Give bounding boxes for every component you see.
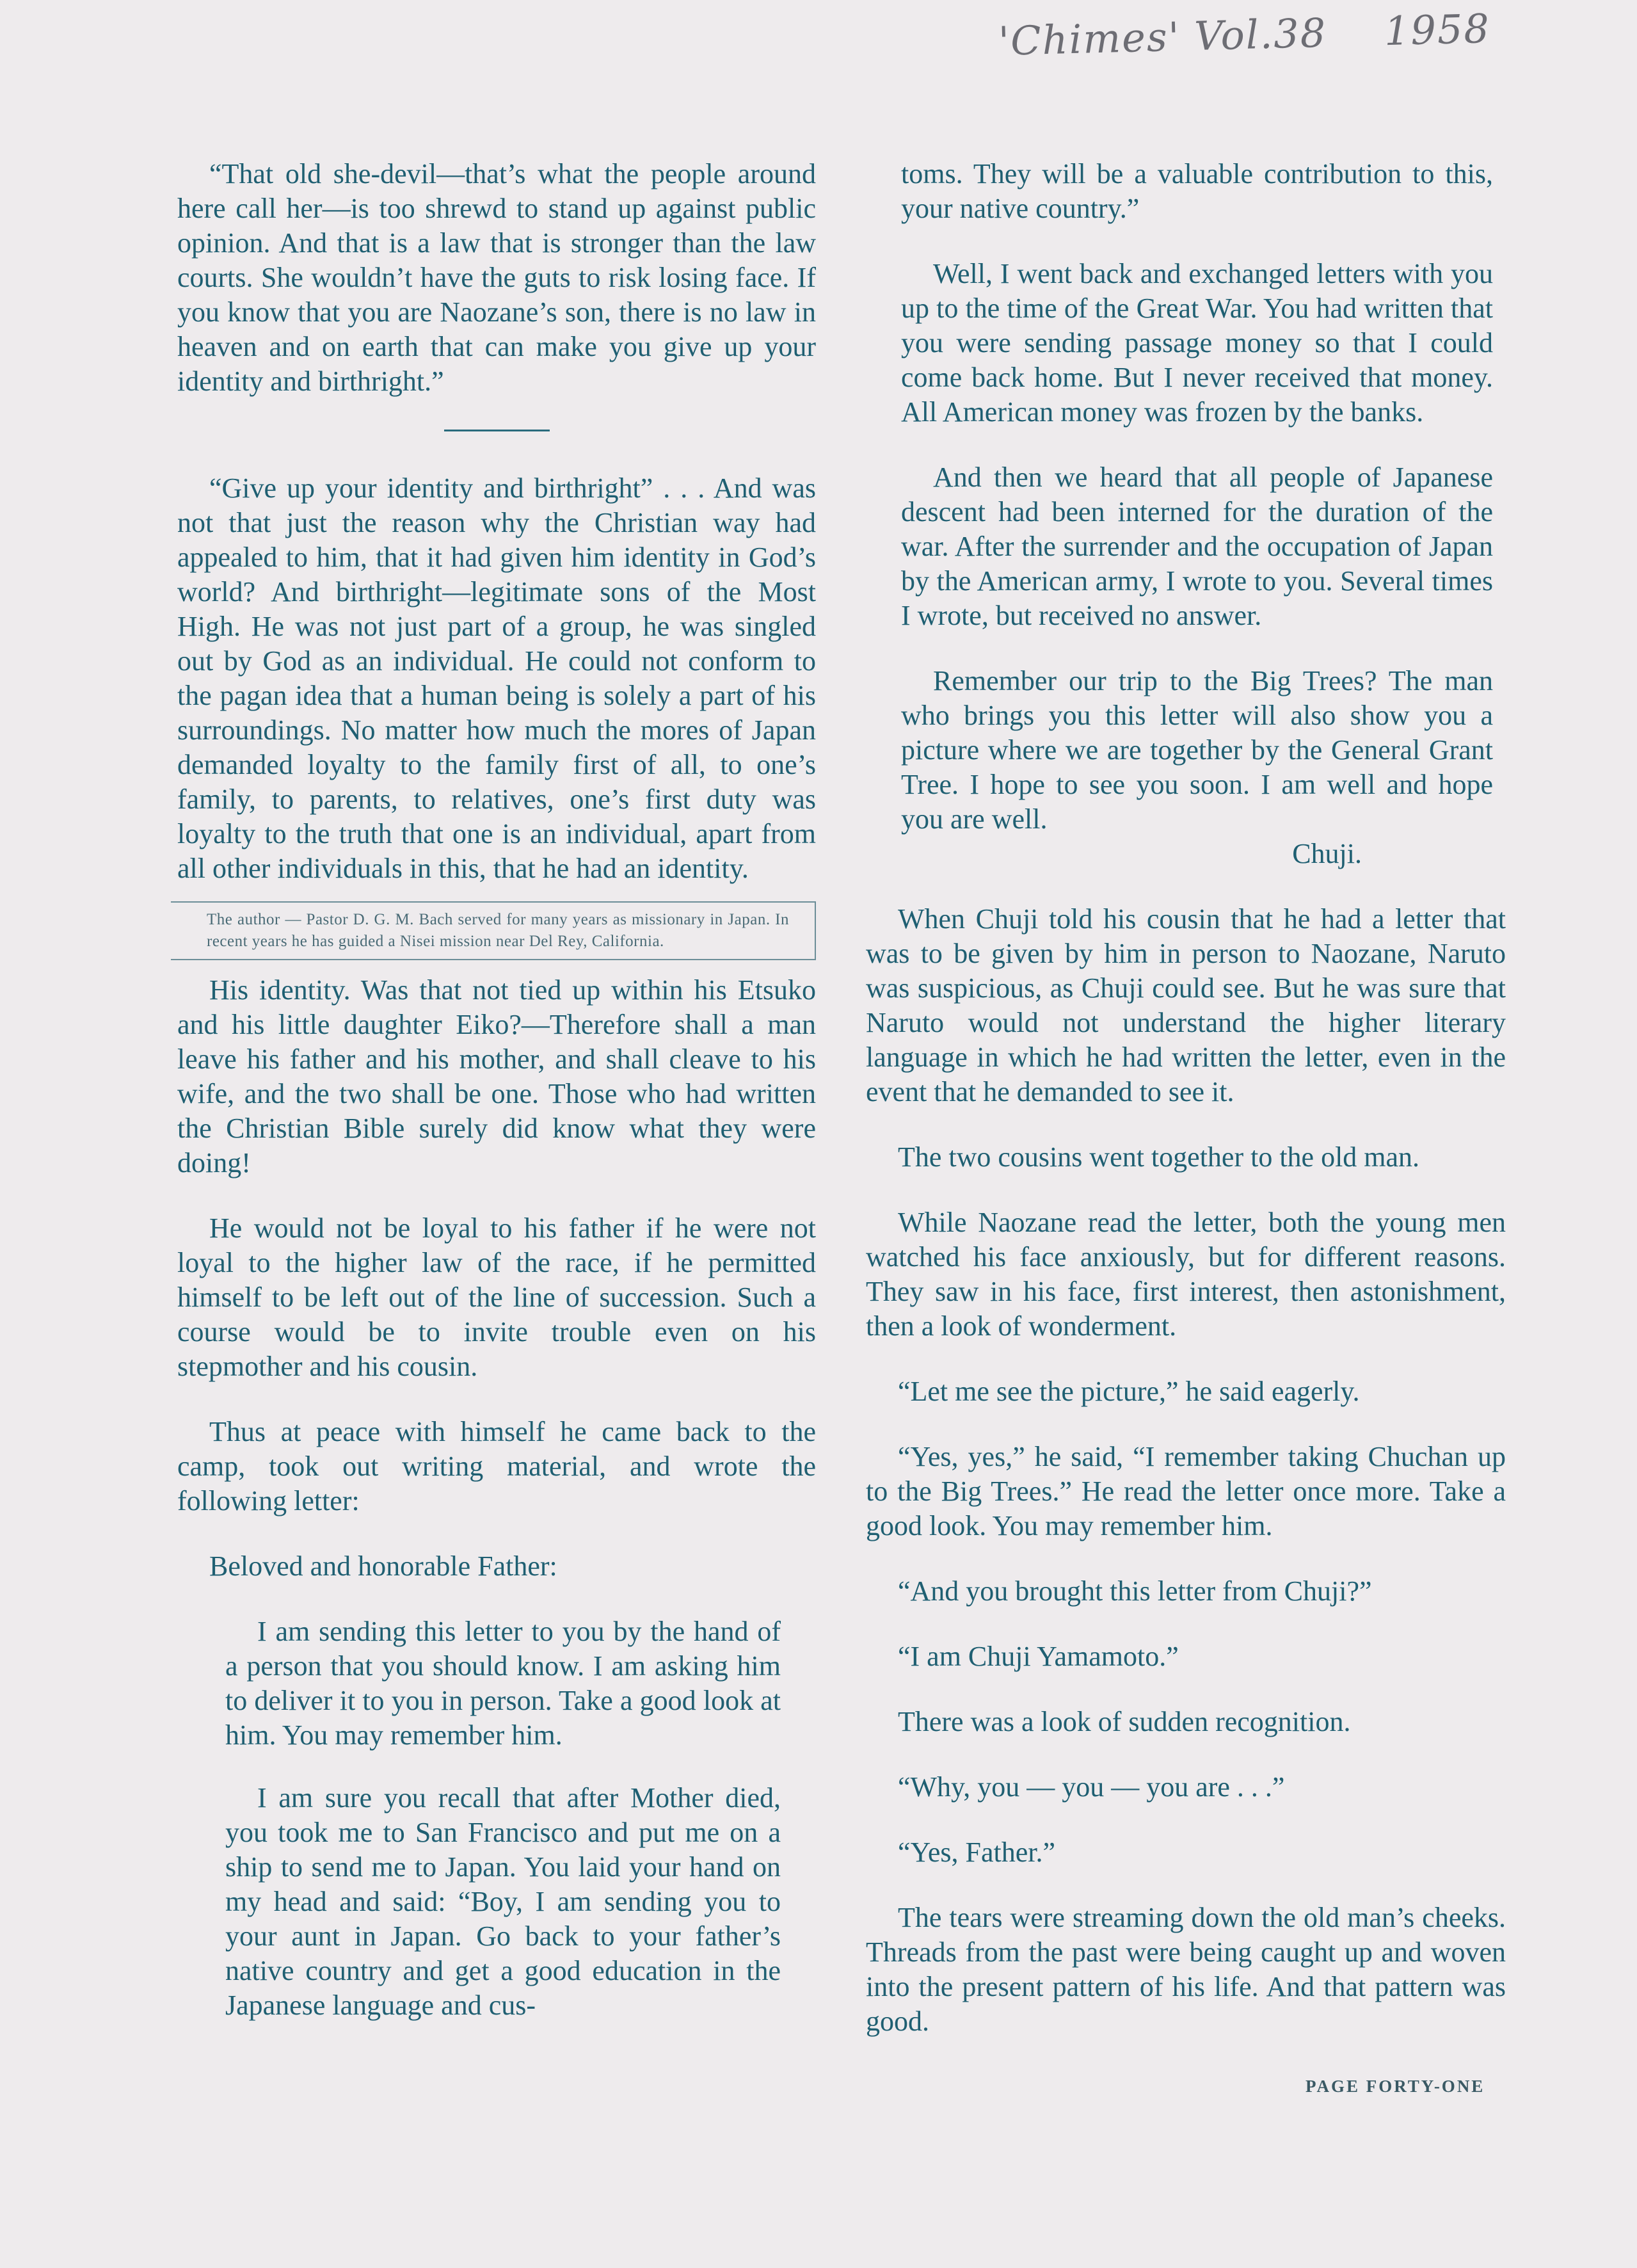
paragraph: “That old she-devil—that’s what the people around here call her—is too shrewd to stand up against public opinion. And that is a law that is stronger than the law courts. She wouldn’t have the guts to risk losing face. If you know that you are Naozane’s son, there is no law in heaven and on earth that can make you give up your identity and birthright.” bbox=[177, 158, 816, 397]
paragraph: “And you brought this letter from Chuji?” bbox=[898, 1575, 1372, 1607]
letter-paragraph: Remember our trip to the Big Trees? The man who brings you this letter will also show you a picture where we are together by the General Grant Tree. I hope to see you soon. I am well and hope you are well. bbox=[901, 665, 1493, 835]
paragraph: “Yes, Father.” bbox=[898, 1837, 1056, 1868]
letter-paragraph: I am sending this letter to you by the hand of a person that you should know. I am asking him to deliver it to you in person. Take a good look at him. You may remember him. bbox=[225, 1616, 781, 1751]
paragraph: “Let me see the picture,” he said eagerly. bbox=[898, 1376, 1360, 1407]
paragraph: When Chuji told his cousin that he had a letter that was to be given by him in person to Naozane, Naruto was suspicious, as Chuji could see. But he was sure that Naruto would not understand the higher literary language in which he had written the letter, even in the event that he demanded to see it. bbox=[866, 903, 1506, 1107]
paragraph: “Yes, yes,” he said, “I remember taking Chuchan up to the Big Trees.” He read the letter once more. Take a good look. You may remember him. bbox=[866, 1441, 1506, 1541]
paragraph: He would not be loyal to his father if he were not loyal to the higher law of the race, if he permitted himself to be left out of the line of succession. Such a course would be to invite trouble even on his stepmother and his cousin. bbox=[177, 1212, 816, 1382]
right-column bbox=[866, 157, 1506, 2070]
handwritten-annotation bbox=[998, 5, 1491, 65]
paragraph: Thus at peace with himself he came back to the camp, took out writing material, and wrote the following letter: bbox=[177, 1416, 816, 1516]
left-column bbox=[177, 157, 816, 2054]
paragraph: The two cousins went together to the old man. bbox=[898, 1141, 1420, 1173]
paragraph: The tears were streaming down the old man’s cheeks. Threads from the past were being caught up and woven into the present pattern of his life. And that pattern was good. bbox=[866, 1902, 1506, 2037]
letter-paragraph: Well, I went back and exchanged letters with you up to the time of the Great War. You had written that you were sending passage money so that I could come back home. But I never received that money. All American money was frozen by the banks. bbox=[901, 258, 1493, 428]
letter-paragraph: I am sure you recall that after Mother died, you took me to San Francisco and put me on a ship to send me to Japan. You laid your hand on my head and said: “Boy, I am sending you to your aunt in Japan. Go back to your father’s native country and get a good education in the Japanese language and cus- bbox=[225, 1782, 781, 2021]
paragraph: His identity. Was that not tied up within his Etsuko and his little daughter Eiko?—Therefore shall a man leave his father and his mother, and shall cleave to his wife, and the two shall be one. Those who had written the Christian Bible surely did know what they were doing! bbox=[177, 974, 816, 1178]
letter-body-left bbox=[177, 1614, 816, 2023]
letter-body-right bbox=[866, 157, 1506, 871]
section-divider bbox=[444, 430, 550, 431]
author-note-box bbox=[171, 901, 816, 960]
paragraph: While Naozane read the letter, both the young men watched his face anxiously, but for different reasons. They saw in his face, first interest, then astonishment, then a look of wonderment. bbox=[866, 1207, 1506, 1342]
letter-paragraph: toms. They will be a valuable contribution to this, your native country.” bbox=[901, 158, 1493, 224]
page-number: PAGE FORTY-ONE bbox=[1306, 2077, 1485, 2096]
letter-salutation: Beloved and honorable Father: bbox=[209, 1550, 557, 1582]
paragraph: There was a look of sudden recognition. bbox=[898, 1706, 1351, 1737]
letter-signature: Chuji. bbox=[1292, 838, 1362, 869]
paragraph: “Why, you — you — you are . . .” bbox=[898, 1771, 1285, 1803]
author-note: The author — Pastor D. G. M. Bach served for many years as missionary in Japan. In recent years he has guided a Nisei mission near Del Rey, California. bbox=[207, 911, 789, 950]
letter-paragraph: And then we heard that all people of Japanese descent had been interned for the duration of the war. After the surrender and the occupation of Japan by the American army, I wrote to you. Several times I wrote, but received no answer. bbox=[901, 462, 1493, 631]
paragraph: “I am Chuji Yamamoto.” bbox=[898, 1641, 1179, 1672]
handwritten-year: 1958 bbox=[1384, 4, 1491, 55]
handwritten-title: 'Chimes' Vol.38 bbox=[998, 9, 1328, 65]
paragraph: “Give up your identity and birthright” . . . And was not that just the reason why the Christian way had appealed to him, that it had given him identity in God’s world? And birthright—legitimate sons of the Most High. He was not just part of a group, he was singled out by God as an individual. He could not conform to the pagan idea that a human being is solely a part of his surroundings. No matter how much the mores of Japan demanded loyalty to the family first of all, to one’s family, to parents, to relatives, one’s first duty was loyalty to the truth that one is an individual, apart from all other individuals in this, that he had an identity. bbox=[177, 472, 816, 884]
